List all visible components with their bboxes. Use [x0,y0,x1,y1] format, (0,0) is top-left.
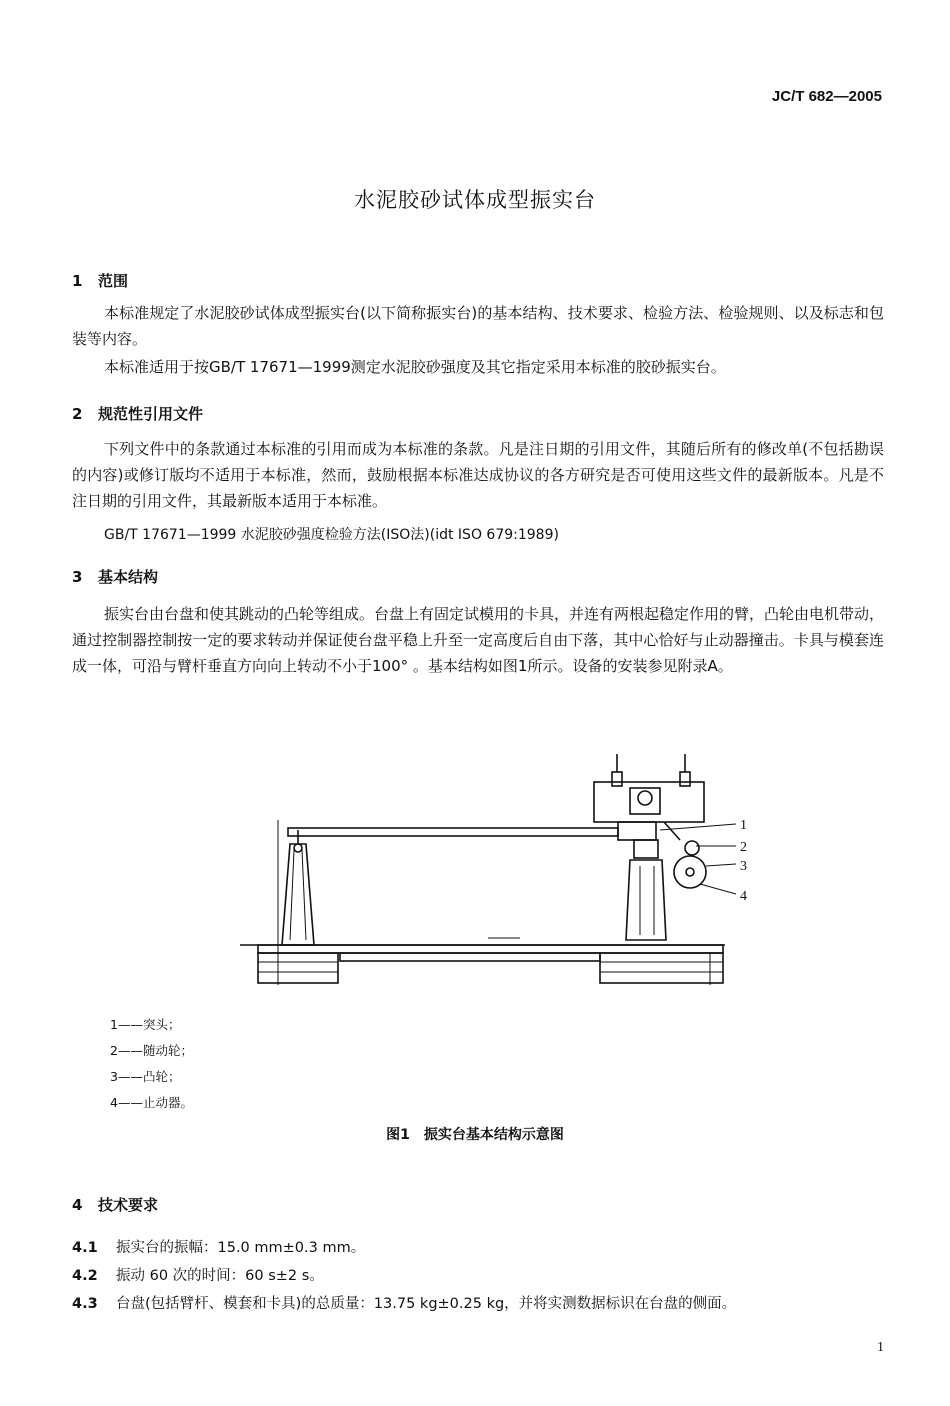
section-title: 规范性引用文件 [98,405,204,423]
page-number: 1 [877,1340,884,1355]
section-3-paragraph-1: 振实台由台盘和使其跳动的凸轮等组成。台盘上有固定试模用的卡具，并连有两根起稳定作用的臂，凸轮由电机带动，通过控制器控制按一定的要求转动并保证使台盘平稳上升至一定高度后自由下落，其中心恰好与止动器撞击。卡具与模套连成一体，可沿与臂杆垂直方向向上转动不小于100° 。基本结构如图1所示。设备的安装参见附录A。 [72,605,885,675]
section-title: 基本结构 [98,568,159,586]
section-1-heading [72,270,128,291]
legend-item: 3——凸轮； [110,1069,181,1084]
section-title: 范围 [98,272,129,290]
standard-code: JC/T 682—2005 [771,88,882,105]
requirement-text: 振动 60 次的时间：60 s±2 s。 [116,1268,324,1284]
cam-wheel [674,841,706,888]
callout-2: 2 [740,840,747,855]
section-number: 2 [72,405,83,423]
callout-4: 4 [740,889,747,904]
callout-3: 3 [740,859,747,874]
requirement-number: 4.2 [72,1268,98,1284]
requirement-4-3 [72,1292,736,1313]
section-3-heading [72,566,158,587]
section-4-heading [72,1194,158,1215]
requirement-text: 振实台的振幅：15.0 mm±0.3 mm。 [116,1240,366,1256]
requirement-4-1 [72,1236,365,1257]
requirement-number: 4.1 [72,1240,98,1256]
mould-clamp [594,754,704,840]
requirement-4-2 [72,1264,324,1285]
reference-document: GB/T 17671—1999 水泥胶砂强度检验方法(ISO法)(idt ISO 679:1989) [104,527,559,543]
section-2-paragraph-1: 下列文件中的条款通过本标准的引用而成为本标准的条款。凡是注日期的引用文件，其随后所有的修改单(不包括勘误的内容)或修订版均不适用于本标准，然而，鼓励根据本标准达成协议的各方研究是否可使用这些文件的最新版本。凡是不注日期的引用文件，其最新版本适用于本标准。 [72,440,884,510]
figure-caption-text: 振实台基本结构示意图 [423,1127,564,1143]
legend-item: 1——突头； [110,1017,181,1032]
figure-number: 图1 [386,1127,410,1143]
section-number: 1 [72,272,83,290]
page-title: 水泥胶砂试体成型振实台 [354,188,596,212]
section-number: 4 [72,1196,83,1214]
left-support [282,830,314,945]
section-number: 3 [72,568,83,586]
figure-legend [110,1012,193,1116]
section-1-paragraph-2: 本标准适用于按GB/T 17671—1999测定水泥胶砂强度及其它指定采用本标准的胶砂振实台。 [104,358,726,376]
section-2-heading [72,403,203,424]
callout-1: 1 [740,818,747,833]
base-plate [240,938,725,985]
stop-block [626,840,666,940]
requirement-text: 台盘(包括臂杆、模套和卡具)的总质量：13.75 kg±0.25 kg，并将实测数据标识在台盘的侧面。 [116,1296,737,1312]
figure-1-diagram [230,740,760,1005]
section-1-paragraph-1: 本标准规定了水泥胶砂试体成型振实台(以下简称振实台)的基本结构、技术要求、检验方法、检验规则、以及标志和包装等内容。 [72,304,884,348]
figure-caption [0,1124,950,1144]
requirement-number: 4.3 [72,1296,98,1312]
legend-item: 2——随动轮； [110,1043,193,1058]
section-title: 技术要求 [98,1196,159,1214]
legend-item: 4——止动器。 [110,1095,193,1110]
